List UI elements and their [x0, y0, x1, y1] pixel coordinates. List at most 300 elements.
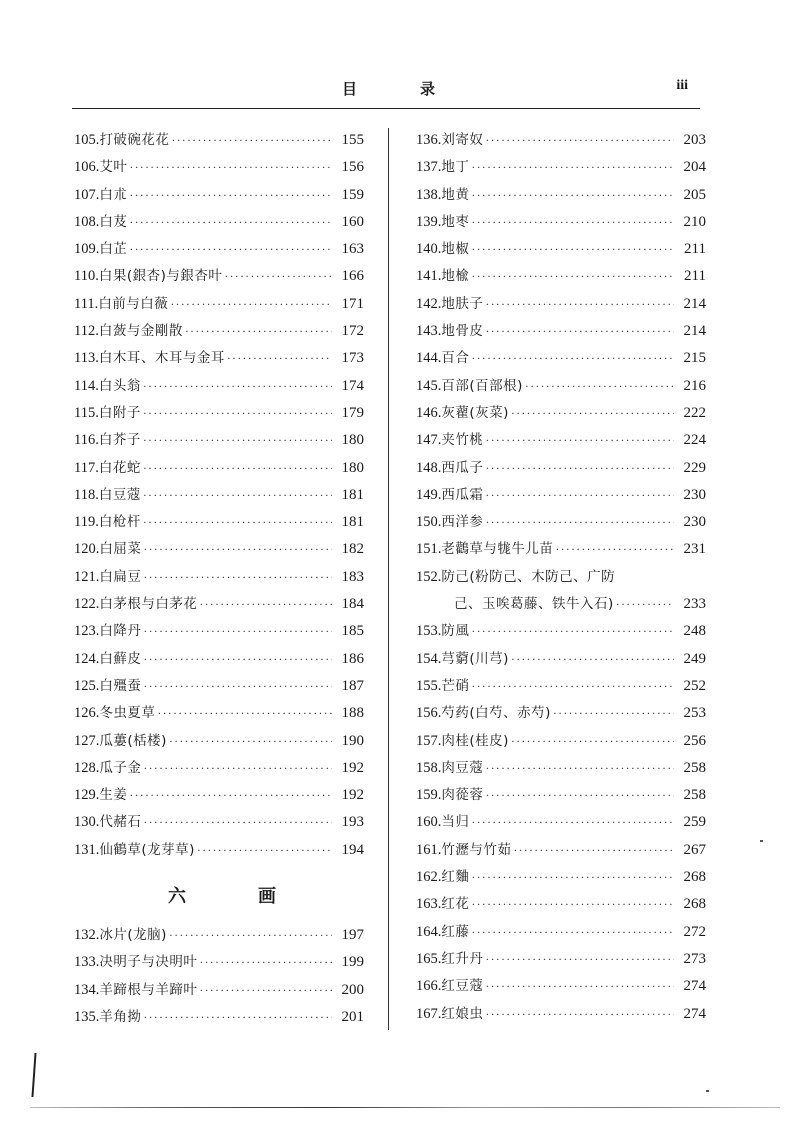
entry-page-number: 184 — [341, 596, 364, 613]
entry-title: 刘寄奴 — [441, 132, 484, 148]
entry-title: 白芷 — [99, 241, 128, 258]
dot-leader — [143, 618, 332, 645]
entry-number: 125. — [74, 677, 100, 694]
entry-page-number: 214 — [683, 295, 706, 312]
entry-page-number: 192 — [341, 787, 364, 804]
entry-title: 西洋参 — [441, 514, 484, 531]
entry-number: 164. — [416, 923, 442, 940]
entry-page-number: 180 — [341, 459, 364, 476]
page-header — [72, 78, 694, 104]
entry-page-number: 222 — [683, 404, 706, 421]
entry-page-number: 216 — [683, 377, 706, 394]
toc-entry[interactable] — [416, 700, 706, 727]
footer-scan-mark — [31, 1053, 36, 1097]
dot-leader — [485, 427, 674, 454]
entry-title: 白茅根与白茅花 — [99, 596, 198, 613]
dot-leader — [616, 591, 674, 618]
entry-title: 仙鶴草(龙芽草) — [99, 841, 195, 858]
entry-page-number: 172 — [341, 323, 364, 340]
dot-leader — [471, 209, 674, 236]
toc-entry[interactable] — [416, 591, 706, 618]
dot-leader — [129, 209, 332, 236]
toc-entry[interactable] — [74, 209, 364, 236]
entry-title: 冬虫夏草 — [99, 705, 156, 722]
toc-entry[interactable] — [416, 509, 706, 536]
entry-number: 139. — [416, 213, 442, 230]
entry-title: 芎藭(川芎) — [441, 650, 509, 667]
entry-title: 地枣 — [441, 213, 470, 230]
entry-number: 160. — [416, 814, 442, 831]
entry-title: 白果(銀杏)与銀杏叶 — [98, 268, 223, 285]
entry-title: 白前与白薇 — [98, 295, 169, 312]
entry-title: 肉豆蔻 — [441, 759, 484, 776]
entry-page-number: 192 — [341, 759, 364, 776]
entry-title: 白木耳、木耳与金耳 — [98, 350, 225, 367]
entry-title: 白枪杆 — [98, 514, 141, 531]
toc-entry[interactable] — [74, 782, 364, 809]
dot-leader — [143, 673, 332, 700]
dot-leader — [143, 482, 332, 509]
dot-leader — [485, 318, 674, 345]
entry-number: 157. — [416, 732, 442, 749]
dot-leader — [485, 755, 674, 782]
entry-page-number: 215 — [683, 350, 706, 367]
entry-title: 当归 — [441, 814, 470, 831]
toc-entry[interactable] — [74, 236, 364, 263]
entry-title: 防風 — [441, 623, 470, 640]
entry-title: 地肤子 — [441, 295, 484, 312]
toc-entry[interactable] — [416, 755, 706, 782]
dot-leader — [171, 127, 332, 154]
entry-title: 代赭石 — [99, 814, 142, 831]
toc-entry[interactable] — [74, 1004, 364, 1031]
entry-page-number: 182 — [341, 541, 364, 558]
dot-leader — [513, 837, 674, 864]
toc-entry[interactable] — [416, 400, 706, 427]
entry-number: 124. — [74, 650, 100, 667]
entry-page-number: 211 — [684, 268, 706, 285]
toc-entry[interactable] — [416, 318, 706, 345]
entry-page-number: 248 — [683, 623, 706, 640]
entry-title: 百合 — [441, 350, 470, 367]
entry-page-number: 187 — [341, 677, 364, 694]
dot-leader — [471, 919, 674, 946]
entry-page-number: 205 — [683, 186, 706, 203]
entry-page-number: 204 — [683, 159, 706, 176]
dot-leader — [555, 536, 674, 563]
entry-number: 144. — [416, 350, 442, 367]
dot-leader — [143, 373, 332, 400]
entry-title: 瓜蔞(栝楼) — [99, 732, 167, 749]
dot-leader — [224, 263, 332, 290]
toc-entry[interactable] — [416, 427, 706, 454]
toc-entry[interactable] — [74, 922, 364, 949]
entry-number: 120. — [74, 541, 100, 558]
entry-number: 136. — [416, 132, 442, 148]
entry-page-number: 214 — [683, 323, 706, 340]
toc-entry[interactable] — [416, 809, 706, 836]
toc-entry[interactable] — [416, 236, 706, 263]
toc-entry[interactable] — [74, 536, 364, 563]
entry-title: 白蘚皮 — [99, 650, 142, 667]
entry-number: 132. — [74, 927, 100, 944]
toc-entry[interactable] — [74, 373, 364, 400]
toc-entry[interactable] — [416, 891, 706, 918]
dot-leader — [143, 536, 332, 563]
entry-number: 126. — [74, 705, 100, 722]
entry-number: 117. — [74, 459, 99, 476]
entry-number: 152. — [416, 568, 442, 585]
dot-leader — [170, 291, 332, 318]
toc-entry[interactable] — [74, 182, 364, 209]
entry-number: 163. — [416, 896, 442, 913]
entry-title: 红升丹 — [441, 950, 484, 967]
dot-leader — [169, 728, 332, 755]
entry-page-number: 185 — [341, 623, 364, 640]
dot-leader — [143, 564, 332, 591]
toc-entry[interactable] — [416, 345, 706, 372]
toc-entry[interactable] — [416, 209, 706, 236]
entry-number: 123. — [74, 623, 100, 640]
entry-page-number: 274 — [683, 978, 706, 995]
entry-page-number: 190 — [341, 732, 364, 749]
entry-page-number: 197 — [341, 927, 364, 944]
dot-leader — [129, 782, 332, 809]
header-title-part1: 目 — [342, 80, 358, 98]
entry-title: 夹竹桃 — [441, 432, 484, 449]
entry-number: 109. — [74, 241, 100, 258]
entry-page-number: 274 — [683, 1005, 706, 1022]
entry-number: 115. — [74, 404, 99, 421]
entry-title: 地骨皮 — [441, 323, 484, 340]
dot-leader — [169, 922, 332, 949]
entry-number: 138. — [416, 186, 442, 203]
toc-entry[interactable] — [416, 919, 706, 946]
dot-leader — [485, 946, 674, 973]
toc-entry[interactable] — [416, 127, 706, 154]
toc-entry[interactable] — [74, 263, 364, 290]
entry-page-number: 230 — [683, 514, 706, 531]
entry-page-number: 231 — [683, 541, 706, 558]
entry-title: 红花 — [441, 896, 470, 913]
dot-leader — [471, 345, 674, 372]
dot-leader — [143, 755, 332, 782]
dot-leader — [553, 700, 674, 727]
entry-number: 140. — [416, 241, 442, 258]
entry-page-number: 252 — [683, 677, 706, 694]
entry-title: 老鸛草与牻牛儿苗 — [441, 541, 554, 558]
toc-entry[interactable] — [74, 427, 364, 454]
entry-number: 122. — [74, 596, 100, 613]
entry-page-number: 273 — [683, 950, 706, 967]
entry-number: 148. — [416, 459, 442, 476]
entry-page-number: 180 — [341, 432, 364, 449]
entry-page-number: 166 — [341, 268, 364, 285]
entry-page-number: 230 — [683, 486, 706, 503]
toc-entry[interactable] — [74, 291, 364, 318]
entry-number: 118. — [74, 486, 99, 503]
toc-entry[interactable] — [74, 509, 364, 536]
toc-entry[interactable] — [74, 646, 364, 673]
entry-number: 116. — [74, 432, 99, 449]
entry-number: 113. — [74, 350, 99, 367]
toc-entry[interactable] — [416, 864, 706, 891]
entry-number: 149. — [416, 486, 442, 503]
entry-number: 156. — [416, 705, 442, 722]
toc-entry[interactable] — [416, 782, 706, 809]
toc-entry[interactable] — [416, 728, 706, 755]
header-rule — [72, 108, 700, 109]
dot-leader — [525, 373, 674, 400]
entry-page-number: 159 — [341, 186, 364, 203]
toc-entry[interactable] — [74, 591, 364, 618]
entry-number: 121. — [74, 568, 100, 585]
entry-number: 153. — [416, 623, 442, 640]
entry-title: 红娘虫 — [441, 1005, 484, 1022]
header-title-part2: 录 — [420, 80, 436, 98]
toc-entry[interactable] — [416, 291, 706, 318]
entry-title: 芍药(白芍、赤芍) — [441, 705, 551, 722]
dot-leader — [185, 318, 332, 345]
entry-number: 137. — [416, 159, 442, 176]
entry-title: 白屈菜 — [99, 541, 142, 558]
entry-number: 107. — [74, 186, 100, 203]
toc-entry[interactable] — [416, 646, 706, 673]
entry-number: 145. — [416, 377, 442, 394]
entry-number: 128. — [74, 759, 100, 776]
entry-number: 119. — [74, 514, 99, 531]
entry-page-number: 224 — [683, 432, 706, 449]
toc-entry[interactable] — [416, 536, 706, 563]
toc-entry[interactable] — [74, 837, 364, 864]
toc-entry[interactable] — [74, 318, 364, 345]
entry-number: 108. — [74, 213, 100, 230]
toc-entry[interactable] — [74, 482, 364, 509]
entry-title: 白降丹 — [99, 623, 142, 640]
entry-title: 地丁 — [441, 159, 470, 176]
dot-leader — [471, 154, 674, 181]
entry-page-number: 163 — [341, 241, 364, 258]
dot-leader — [143, 646, 332, 673]
entry-title: 灰藋(灰菜) — [441, 404, 509, 421]
entry-page-number: 199 — [341, 954, 364, 971]
entry-title: 百部(百部根) — [441, 377, 523, 394]
entry-title: 防己(粉防己、木防己、广防 — [441, 568, 616, 585]
toc-entry[interactable] — [416, 1001, 706, 1028]
toc-entry[interactable] — [74, 977, 364, 1004]
toc-entry[interactable] — [416, 373, 706, 400]
dot-leader — [511, 728, 674, 755]
dot-leader — [471, 891, 674, 918]
dot-leader — [143, 455, 332, 482]
entry-number: 135. — [74, 1008, 100, 1025]
entry-page-number: 267 — [683, 841, 706, 858]
toc-left-column — [74, 127, 364, 1031]
dot-leader — [143, 400, 332, 427]
entry-title: 白殭蚕 — [99, 677, 142, 694]
dot-leader — [143, 1004, 332, 1031]
toc-entry[interactable] — [416, 618, 706, 645]
entry-title: 红豆蔻 — [441, 978, 484, 995]
entry-page-number: 160 — [341, 213, 364, 230]
entry-page-number: 253 — [683, 705, 706, 722]
entry-page-number: 268 — [683, 869, 706, 886]
entry-page-number: 194 — [341, 841, 364, 858]
entry-page-number: 233 — [683, 596, 706, 613]
dot-leader — [199, 977, 332, 1004]
toc-entry[interactable] — [74, 728, 364, 755]
entry-title: 白芥子 — [98, 432, 141, 449]
dot-leader — [471, 236, 674, 263]
entry-title: 打破碗花花 — [99, 132, 170, 148]
entry-number: 142. — [416, 295, 442, 312]
entry-title: 白蔹与金剛散 — [98, 323, 183, 340]
entry-number: 161. — [416, 841, 442, 858]
toc-entry[interactable] — [416, 673, 706, 700]
toc-entry[interactable] — [416, 263, 706, 290]
entry-number: 111. — [74, 295, 99, 312]
dot-leader — [471, 673, 674, 700]
entry-number: 133. — [74, 954, 100, 971]
entry-page-number: 179 — [341, 404, 364, 421]
entry-page-number: 183 — [341, 568, 364, 585]
entry-title: 白芨 — [99, 213, 128, 230]
toc-entry[interactable] — [74, 949, 364, 976]
entry-title: 地椒 — [441, 241, 470, 258]
dot-leader — [227, 345, 332, 372]
entry-title: 艾叶 — [99, 159, 128, 176]
entry-page-number: 268 — [683, 896, 706, 913]
toc-entry[interactable] — [74, 127, 364, 154]
dot-leader — [157, 700, 332, 727]
entry-title: 红藤 — [441, 923, 470, 940]
toc-entry[interactable] — [416, 564, 706, 591]
entry-title: 生姜 — [99, 787, 128, 804]
dot-leader — [471, 618, 674, 645]
dot-leader — [471, 864, 674, 891]
toc-right-column — [416, 127, 706, 1028]
entry-number: 166. — [416, 978, 442, 995]
dot-leader — [471, 182, 674, 209]
entry-number: 112. — [74, 323, 99, 340]
dot-leader — [485, 291, 674, 318]
entry-number: 162. — [416, 869, 442, 886]
entry-page-number: 181 — [341, 514, 364, 531]
entry-title: 西瓜霜 — [441, 486, 484, 503]
entry-page-number: 249 — [683, 650, 706, 667]
footer-rule — [30, 1107, 780, 1108]
entry-page-number: 171 — [341, 295, 364, 312]
entry-number: 114. — [74, 377, 99, 394]
scan-speck — [760, 840, 763, 842]
entry-title: 白花蛇 — [98, 459, 141, 476]
entry-number: 167. — [416, 1005, 442, 1022]
entry-number: 130. — [74, 814, 100, 831]
toc-entry[interactable] — [74, 618, 364, 645]
toc-entry[interactable] — [74, 154, 364, 181]
entry-number: 151. — [416, 541, 442, 558]
toc-entry[interactable] — [416, 154, 706, 181]
toc-entry[interactable] — [416, 837, 706, 864]
toc-entry[interactable] — [416, 973, 706, 1000]
toc-entry[interactable] — [74, 755, 364, 782]
entry-title: 决明子与决明叶 — [99, 954, 198, 971]
entry-number: 129. — [74, 787, 100, 804]
entry-number: 150. — [416, 514, 442, 531]
entry-page-number: 200 — [341, 981, 364, 998]
entry-page-number: 210 — [683, 213, 706, 230]
toc-entry[interactable] — [74, 809, 364, 836]
entry-page-number: 258 — [683, 787, 706, 804]
entry-title: 地黄 — [441, 186, 470, 203]
entry-title: 肉桂(桂皮) — [441, 732, 509, 749]
entry-number: 127. — [74, 732, 100, 749]
dot-leader — [143, 809, 332, 836]
toc-entry[interactable] — [416, 946, 706, 973]
column-divider — [388, 128, 389, 1030]
entry-number: 155. — [416, 677, 442, 694]
toc-entry[interactable] — [416, 455, 706, 482]
dot-leader — [471, 263, 674, 290]
entry-number: 154. — [416, 650, 442, 667]
entry-number: 141. — [416, 268, 442, 285]
entry-page-number: 229 — [683, 459, 706, 476]
toc-entry[interactable] — [74, 455, 364, 482]
entry-page-number: 211 — [684, 241, 706, 258]
entry-title: 白头翁 — [98, 377, 141, 394]
dot-leader — [199, 591, 332, 618]
entry-page-number: 256 — [683, 732, 706, 749]
toc-entry[interactable] — [416, 482, 706, 509]
dot-leader — [485, 1001, 674, 1028]
entry-number: 165. — [416, 950, 442, 967]
dot-leader — [471, 809, 674, 836]
entry-title: 白朮 — [99, 186, 128, 203]
dot-leader — [485, 482, 674, 509]
toc-entry[interactable] — [74, 345, 364, 372]
entry-title: 羊蹄根与羊蹄叶 — [99, 981, 198, 998]
toc-entry[interactable] — [74, 400, 364, 427]
entry-page-number: 155 — [341, 132, 364, 148]
entry-number: 159. — [416, 787, 442, 804]
entry-number: 143. — [416, 323, 442, 340]
dot-leader — [197, 837, 332, 864]
entry-page-number: 174 — [341, 377, 364, 394]
toc-entry[interactable] — [74, 673, 364, 700]
dot-leader — [485, 127, 674, 154]
entry-page-number: 186 — [341, 650, 364, 667]
dot-leader — [485, 509, 674, 536]
entry-title: 羊角拗 — [99, 1008, 142, 1025]
scan-speck — [706, 1090, 709, 1092]
dot-leader — [143, 509, 332, 536]
entry-page-number: 201 — [341, 1008, 364, 1025]
entry-page-number: 193 — [341, 814, 364, 831]
entry-page-number: 181 — [341, 486, 364, 503]
toc-entry[interactable] — [74, 700, 364, 727]
entry-page-number: 259 — [683, 814, 706, 831]
entry-number: 110. — [74, 268, 99, 285]
entry-number: 147. — [416, 432, 442, 449]
entry-title: 冰片(龙脑) — [99, 927, 167, 944]
toc-entry[interactable] — [74, 564, 364, 591]
dot-leader — [129, 236, 332, 263]
entry-number: 134. — [74, 981, 100, 998]
entry-number: 146. — [416, 404, 442, 421]
toc-entry[interactable] — [416, 182, 706, 209]
entry-title: 肉蓯蓉 — [441, 787, 484, 804]
dot-leader — [511, 646, 674, 673]
